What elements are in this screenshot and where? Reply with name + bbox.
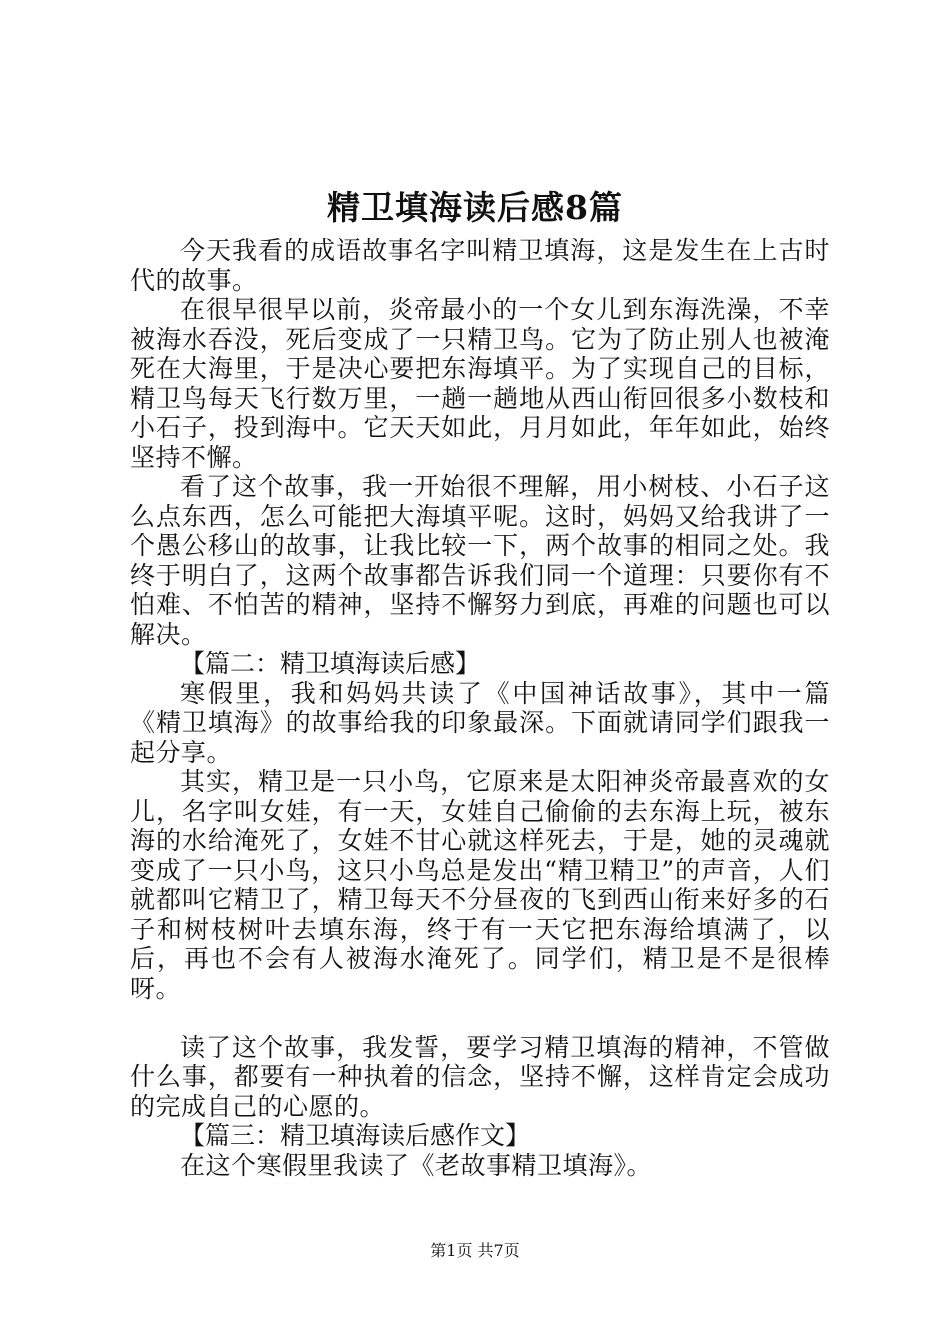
paragraph: 其实，精卫是一只小鸟，它原来是太阳神炎帝最喜欢的女儿，名字叫女娃，有一天，女娃自己偷偷的去东海上玩，被东海的水给淹死了，女娃不甘心就这样死去，于是，她的灵魂就变成了一只小鸟，这只小鸟总是发出“精卫精卫”的声音，人们就都叫它精卫了，精卫每天不分昼夜的飞到西山衔来好多的石子和树枝树叶去填东海，终于有一天它把东海给填满了，以后，再也不会有人被海水淹死了。同学们，精卫是不是很棒呀。 (130, 767, 830, 1003)
paragraph: 今天我看的成语故事名字叫精卫填海，这是发生在上古时代的故事。 (130, 236, 830, 295)
paragraph: 看了这个故事，我一开始很不理解，用小树枝、小石子这么点东西，怎么可能把大海填平呢。这时，妈妈又给我讲了一个愚公移山的故事，让我比较一下，两个故事的相同之处。我终于明白了，这两个故事都告诉我们同一个道理：只要你有不怕难、不怕苦的精神，坚持不懈努力到底，再难的问题也可以解决。 (130, 472, 830, 649)
section-heading-3: 【篇三：精卫填海读后感作文】 (180, 1121, 531, 1150)
document-body (130, 236, 830, 1180)
page-footer: 第1页 共7页 (430, 1241, 520, 1260)
paragraph: 在这个寒假里我读了《老故事精卫填海》。 (180, 1150, 653, 1180)
document-title: 精卫填海读后感8篇 (327, 188, 623, 227)
paragraph: 寒假里，我和妈妈共读了《中国神话故事》，其中一篇《精卫填海》的故事给我的印象最深。下面就请同学们跟我一起分享。 (130, 678, 830, 767)
paragraph: 在很早很早以前，炎帝最小的一个女儿到东海洗澡，不幸被海水吞没，死后变成了一只精卫鸟。它为了防止别人也被淹死在大海里，于是决心要把东海填平。为了实现自己的目标，精卫鸟每天飞行数万里，一趟一趟地从西山衔回很多小数枝和小石子，投到海中。它天天如此，月月如此，年年如此，始终坚持不懈。 (130, 295, 830, 472)
blank-line (130, 1003, 830, 1033)
section-heading-2: 【篇二：精卫填海读后感】 (180, 649, 481, 678)
paragraph: 读了这个故事，我发誓，要学习精卫填海的精神，不管做什么事，都要有一种执着的信念，坚持不懈，这样肯定会成功的完成自己的心愿的。 (130, 1032, 830, 1121)
